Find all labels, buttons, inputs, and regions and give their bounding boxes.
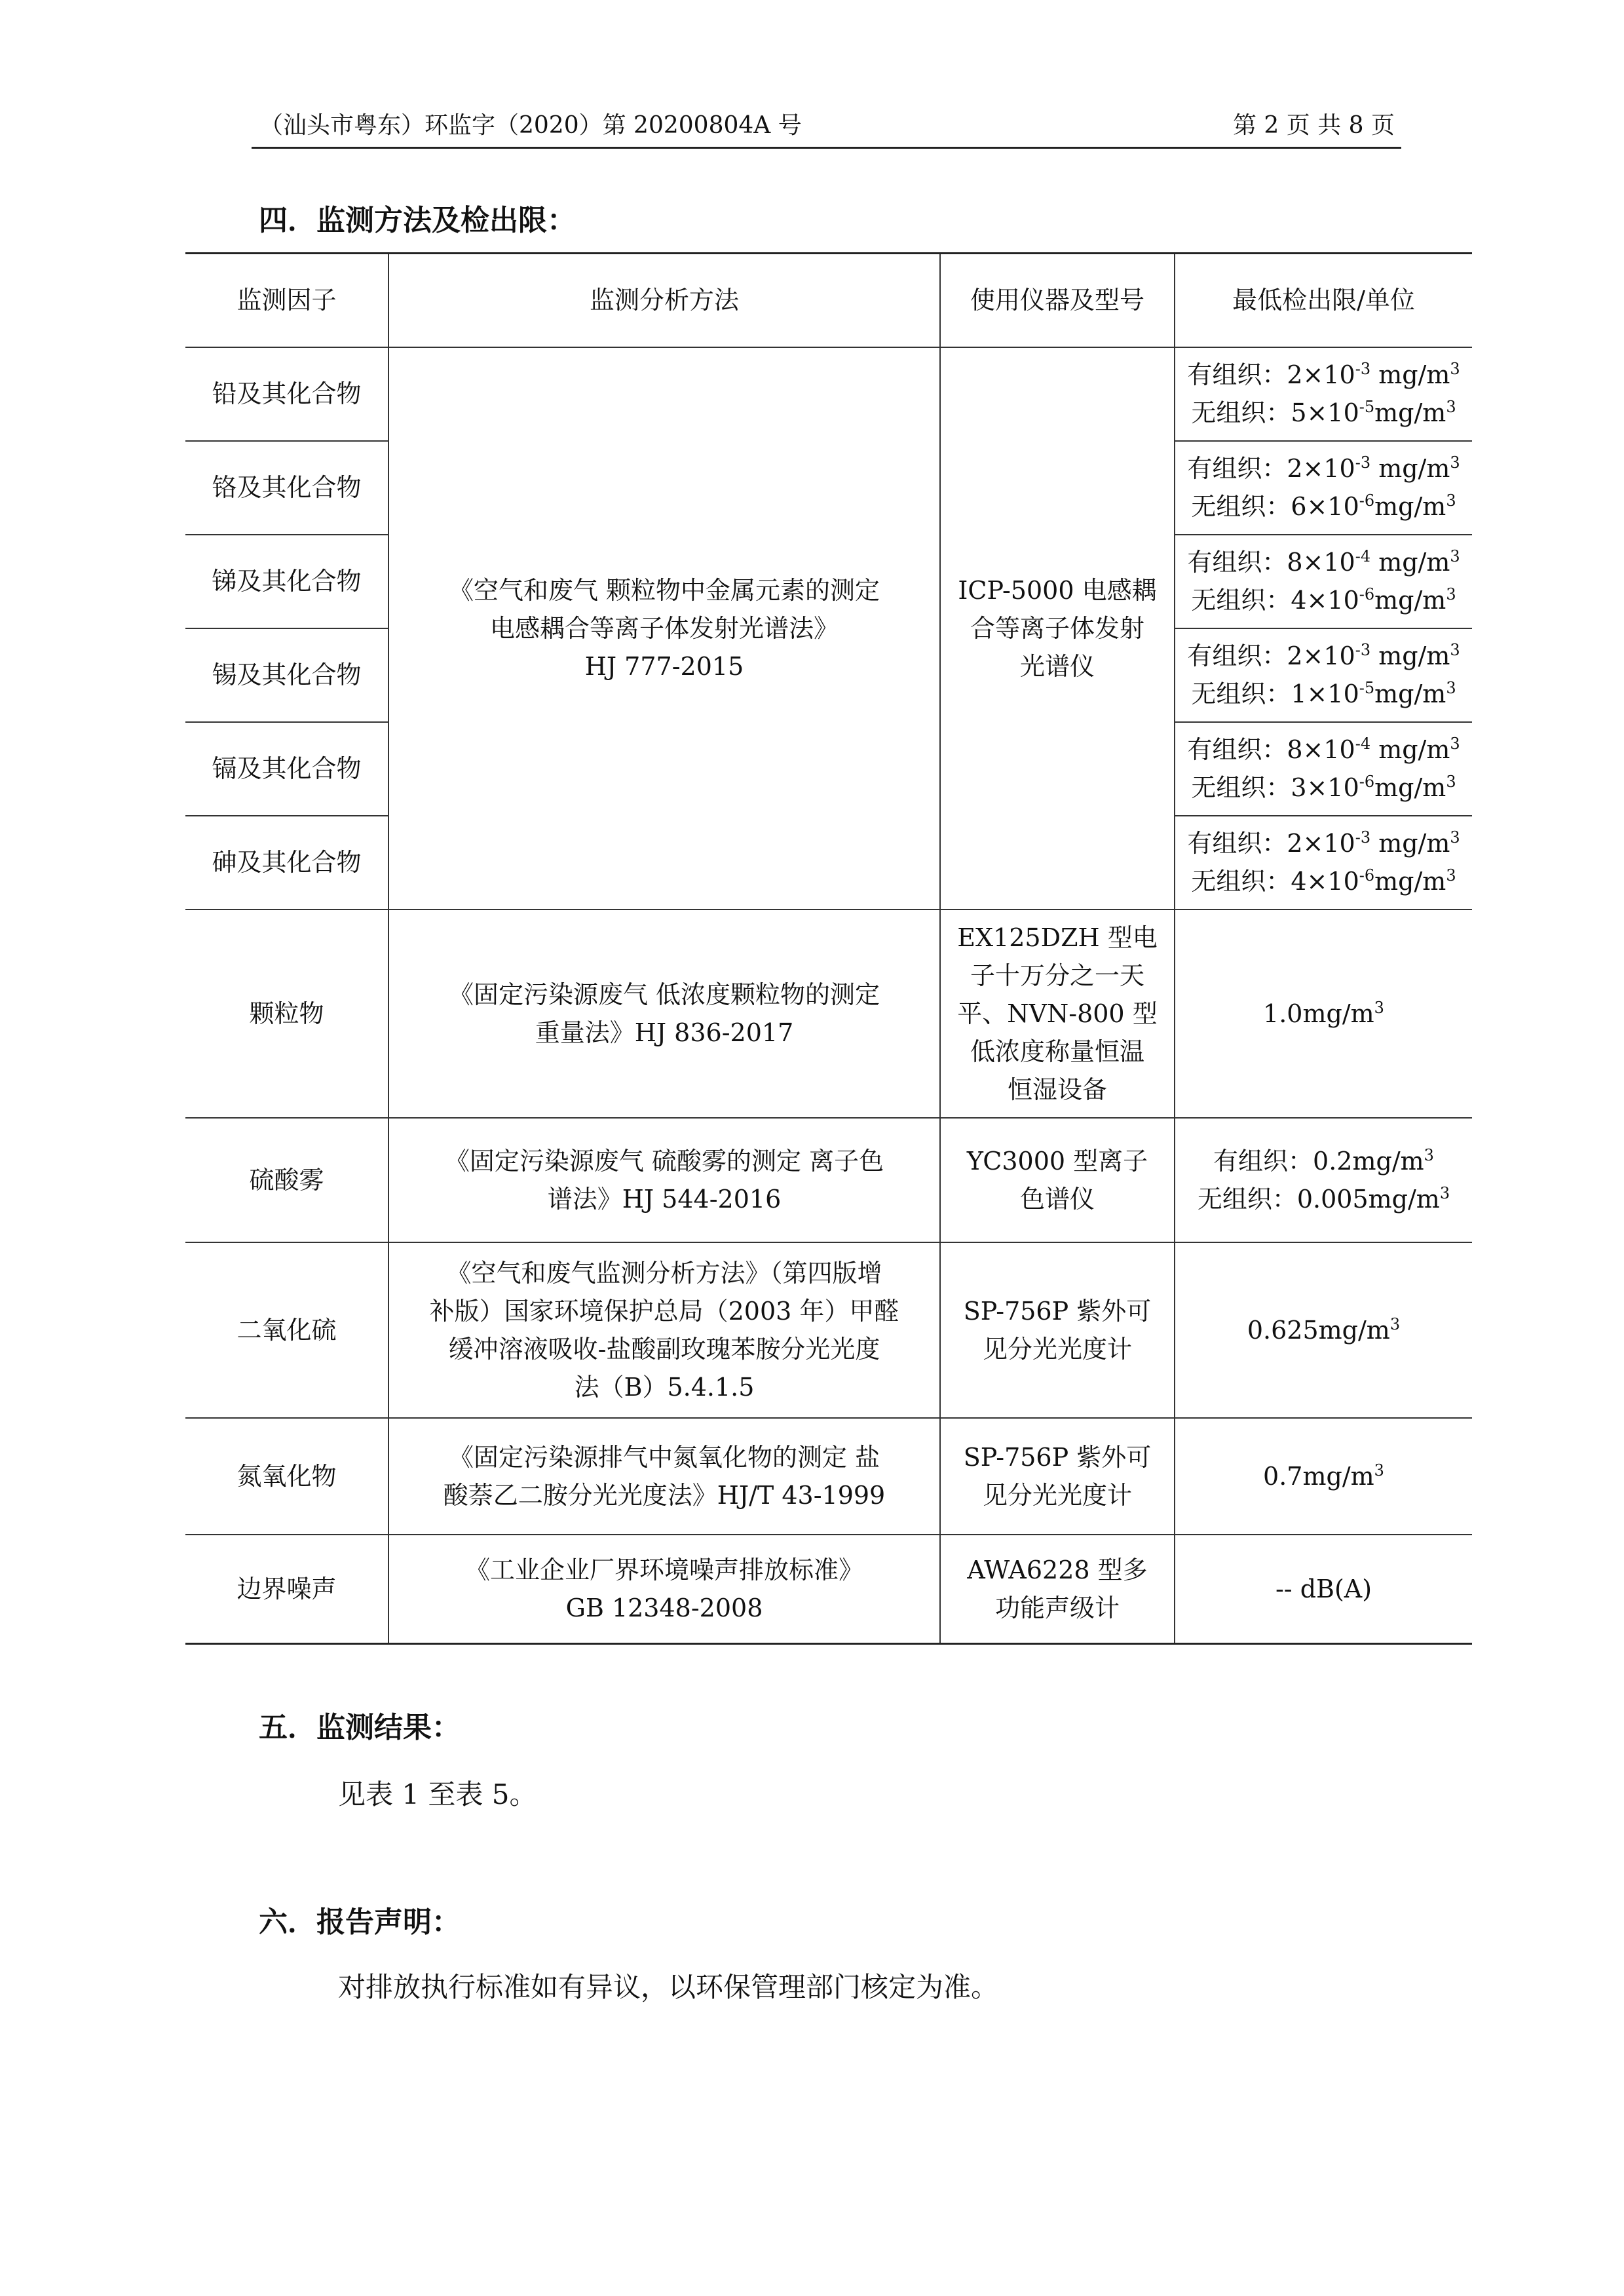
- table-row: [185, 1118, 1472, 1242]
- instrument-cell: SP-756P 紫外可 见分光光度计: [940, 1418, 1175, 1535]
- factor-cell: 氮氧化物: [185, 1418, 388, 1535]
- limit-cell: 有组织：$8\times 10^{-4}$ $mg/m^3$ 无组织：$3\times 10^{-6}mg/m^3$: [1175, 722, 1472, 816]
- method-cell: 《固定污染源废气 硫酸雾的测定 离子色 谱法》HJ 544-2016: [388, 1118, 940, 1242]
- instrument-cell: YC3000 型离子 色谱仪: [940, 1118, 1175, 1242]
- table-row: [185, 909, 1472, 1118]
- factor-cell: 锡及其化合物: [185, 628, 388, 722]
- header-limit: 最低检出限/单位: [1175, 254, 1472, 347]
- limit-cell: 有组织：$0.2mg/m^3$ 无组织：$0.005mg/m^3$: [1175, 1118, 1472, 1242]
- limit-cell: 有组织：$2\times 10^{-3}$ $mg/m^3$ 无组织：$1\times 10^{-5}mg/m^3$: [1175, 628, 1472, 722]
- instrument-cell: AWA6228 型多 功能声级计: [940, 1535, 1175, 1644]
- limit-cell: -- dB(A): [1175, 1535, 1472, 1644]
- method-cell: 《固定污染源废气 低浓度颗粒物的测定 重量法》HJ 836-2017: [388, 909, 940, 1118]
- factor-cell: 镉及其化合物: [185, 722, 388, 816]
- factor-cell: 铅及其化合物: [185, 347, 388, 441]
- instrument-cell: ICP-5000 电感耦 合等离子体发射 光谱仪: [940, 347, 1175, 909]
- factor-cell: 颗粒物: [185, 909, 388, 1118]
- limit-cell: 有组织：$2\times 10^{-3}$ $mg/m^3$ 无组织：$4\times 10^{-6}mg/m^3$: [1175, 816, 1472, 909]
- methods-table: [185, 252, 1472, 1645]
- factor-cell: 锑及其化合物: [185, 535, 388, 628]
- factor-cell: 硫酸雾: [185, 1118, 388, 1242]
- limit-cell: 有组织：$2\times 10^{-3}$ $mg/m^3$ 无组织：$5\times 10^{-5}mg/m^3$: [1175, 347, 1472, 441]
- page-header: [252, 109, 1401, 149]
- method-cell: 《空气和废气 颗粒物中金属元素的测定 电感耦合等离子体发射光谱法》 HJ 777-2015: [388, 347, 940, 909]
- header-factor: 监测因子: [185, 254, 388, 347]
- table-row: [185, 1535, 1472, 1644]
- document-number: （汕头市粤东）环监字（2020）第 20200804A 号: [259, 112, 802, 139]
- limit-cell: $0.625mg/m^3$: [1175, 1242, 1472, 1418]
- section-5-title: 五．监测结果：: [259, 1711, 461, 1744]
- section-6-body: 对排放执行标准如有异议，以环保管理部门核定为准。: [338, 1971, 999, 2003]
- method-cell: 《固定污染源排气中氮氧化物的测定 盐 酸萘乙二胺分光光度法》HJ/T 43-1999: [388, 1418, 940, 1535]
- factor-cell: 边界噪声: [185, 1535, 388, 1644]
- page-indicator: 第 2 页 共 8 页: [1232, 112, 1395, 139]
- limit-cell: $0.7mg/m^3$: [1175, 1418, 1472, 1535]
- limit-cell: 有组织：$8\times 10^{-4}$ $mg/m^3$ 无组织：$4\times 10^{-6}mg/m^3$: [1175, 535, 1472, 628]
- limit-cell: $1.0mg/m^3$: [1175, 909, 1472, 1118]
- method-cell: 《工业企业厂界环境噪声排放标准》 GB 12348-2008: [388, 1535, 940, 1644]
- limit-cell: 有组织：$2\times 10^{-3}$ $mg/m^3$ 无组织：$6\times 10^{-6}mg/m^3$: [1175, 441, 1472, 535]
- instrument-cell: EX125DZH 型电 子十万分之一天 平、NVN-800 型 低浓度称量恒温 恒湿设备: [940, 909, 1175, 1118]
- table-row: [185, 347, 1472, 441]
- section-4-title: 四．监测方法及检出限：: [259, 204, 576, 237]
- section-6-title: 六．报告声明：: [259, 1905, 461, 1939]
- header-instrument: 使用仪器及型号: [940, 254, 1175, 347]
- factor-cell: 二氧化硫: [185, 1242, 388, 1418]
- table-header-row: [185, 254, 1472, 347]
- instrument-cell: SP-756P 紫外可 见分光光度计: [940, 1242, 1175, 1418]
- factor-cell: 铬及其化合物: [185, 441, 388, 535]
- section-5-body: 见表 1 至表 5。: [338, 1778, 537, 1810]
- table-row: [185, 1418, 1472, 1535]
- factor-cell: 砷及其化合物: [185, 816, 388, 909]
- header-method: 监测分析方法: [388, 254, 940, 347]
- method-cell: 《空气和废气监测分析方法》（第四版增 补版）国家环境保护总局（2003 年）甲醛 缓冲溶液吸收-盐酸副玫瑰苯胺分光光度 法（B）5.4.1.5: [388, 1242, 940, 1418]
- table-row: [185, 1242, 1472, 1418]
